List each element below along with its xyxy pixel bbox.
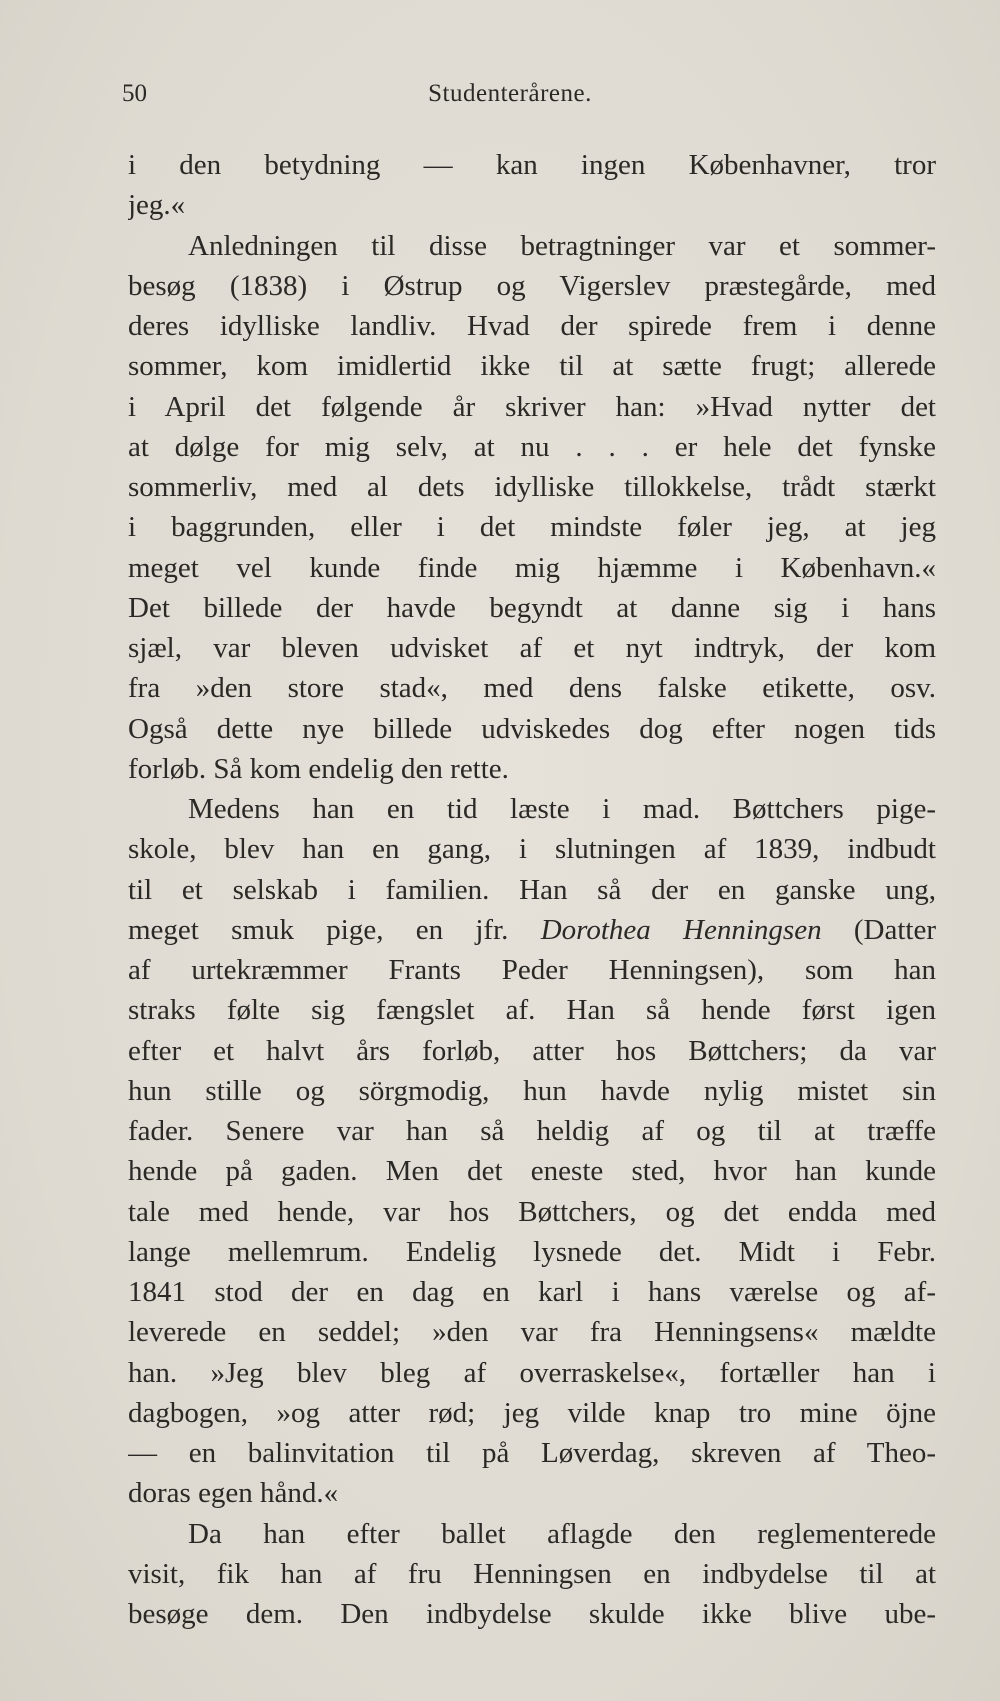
text-line <box>128 870 936 910</box>
text-line <box>128 1031 936 1071</box>
text-line <box>128 789 936 829</box>
text-line <box>128 145 936 185</box>
text-line <box>128 1433 936 1473</box>
text-line <box>128 910 936 950</box>
text-run: straks følte sig fængslet af. Han så hende først igen <box>128 994 936 1027</box>
text-run: Det billede der havde begyndt at danne sig i hans <box>128 591 936 624</box>
text-line <box>128 1514 936 1554</box>
text-line <box>128 1554 936 1594</box>
text-line <box>128 1353 936 1393</box>
text-line <box>128 709 936 749</box>
text-run: meget smuk pige, en jfr. <box>128 913 541 946</box>
text-line <box>128 749 936 789</box>
text-run: deres idylliske landliv. Hvad der spirede frem i denne <box>128 310 936 342</box>
text-line <box>128 1393 936 1433</box>
text-run: — en balinvitation til på Løverdag, skreven af Theo- <box>128 1437 936 1469</box>
text-line <box>128 588 936 628</box>
text-run: jeg.« <box>128 189 186 222</box>
text-run: sommerliv, med al dets idylliske tillokkelse, trådt stærkt <box>128 471 936 503</box>
text-run: af urtekræmmer Frants Peder Henningsen), som han <box>128 954 936 986</box>
text-line <box>128 548 936 588</box>
text-line <box>128 266 936 306</box>
text-run: Da han efter ballet aflagde den reglementerede <box>188 1517 936 1550</box>
text-line <box>128 185 936 225</box>
text-line <box>128 1151 936 1191</box>
text-run: doras egen hånd.« <box>128 1477 339 1510</box>
text-run: hun stille og sörgmodig, hun havde nylig mistet sin <box>128 1074 936 1107</box>
text-run: meget vel kunde finde mig hjæmme i København.« <box>128 551 936 584</box>
text-line <box>128 1594 936 1634</box>
text-run: hende på gaden. Men det eneste sted, hvor han kunde <box>128 1155 936 1188</box>
text-line <box>128 668 936 708</box>
text-run: visit, fik han af fru Henningsen en indbydelse til at <box>128 1557 936 1590</box>
text-run: Anledningen til disse betragtninger var et sommer- <box>188 229 936 262</box>
text-run: i April det følgende år skriver han: »Hvad nytter det <box>128 390 936 423</box>
text-run: at dølge for mig selv, at nu . . . er hele det fynske <box>128 430 936 463</box>
text-run: leverede en seddel; »den var fra Henningsens« mældte <box>128 1316 936 1349</box>
text-line <box>128 829 936 869</box>
text-line <box>128 1192 936 1232</box>
text-line <box>128 226 936 266</box>
text-line <box>128 950 936 990</box>
text-line <box>128 306 936 346</box>
text-line <box>128 1473 936 1513</box>
body-text <box>128 145 936 1634</box>
text-line <box>128 1071 936 1111</box>
text-line <box>128 628 936 668</box>
text-line <box>128 1232 936 1272</box>
text-line <box>128 507 936 547</box>
text-line <box>128 1111 936 1151</box>
text-run: (Datter <box>821 913 936 946</box>
text-line <box>128 990 936 1030</box>
text-run: Medens han en tid læste i mad. Bøttchers pige- <box>188 793 936 825</box>
running-title: Studenterårene. <box>428 80 592 107</box>
italic-name: Dorothea Henningsen <box>540 913 822 946</box>
text-run: dagbogen, »og atter rød; jeg vilde knap tro mine öjne <box>128 1396 936 1429</box>
text-run: sjæl, var bleven udvisket af et nyt indtryk, der kom <box>128 632 936 664</box>
text-line <box>128 387 936 427</box>
text-line <box>128 1312 936 1352</box>
text-run: skole, blev han en gang, i slutningen af 1839, indbudt <box>128 833 936 866</box>
text-run: i den betydning — kan ingen Københavner, tror <box>128 149 936 181</box>
text-line <box>128 427 936 467</box>
text-run: efter et halvt års forløb, atter hos Bøttchers; da var <box>128 1034 936 1067</box>
text-line <box>128 346 936 386</box>
page-number: 50 <box>122 80 147 107</box>
text-run: besøg (1838) i Østrup og Vigerslev præstegårde, med <box>128 269 936 302</box>
text-run: fra »den store stad«, med dens falske etikette, osv. <box>128 672 936 705</box>
text-run: Også dette nye billede udviskedes dog efter nogen tids <box>128 712 936 745</box>
text-run: 1841 stod der en dag en karl i hans værelse og af- <box>128 1276 936 1308</box>
text-run: han. »Jeg blev bleg af overraskelse«, fortæller han i <box>128 1356 936 1389</box>
page-header <box>122 80 898 120</box>
text-run: tale med hende, var hos Bøttchers, og det endda med <box>128 1195 936 1228</box>
text-run: sommer, kom imidlertid ikke til at sætte frugt; allerede <box>128 350 936 383</box>
text-run: forløb. Så kom endelig den rette. <box>128 752 509 785</box>
text-run: besøge dem. Den indbydelse skulde ikke blive ube- <box>128 1598 936 1630</box>
text-line <box>128 1272 936 1312</box>
text-line <box>128 467 936 507</box>
text-run: fader. Senere var han så heldig af og til at træffe <box>128 1115 936 1147</box>
text-run: til et selskab i familien. Han så der en ganske ung, <box>128 873 936 906</box>
text-run: lange mellemrum. Endelig lysnede det. Midt i Febr. <box>128 1235 936 1268</box>
text-run: i baggrunden, eller i det mindste føler jeg, at jeg <box>128 511 936 544</box>
